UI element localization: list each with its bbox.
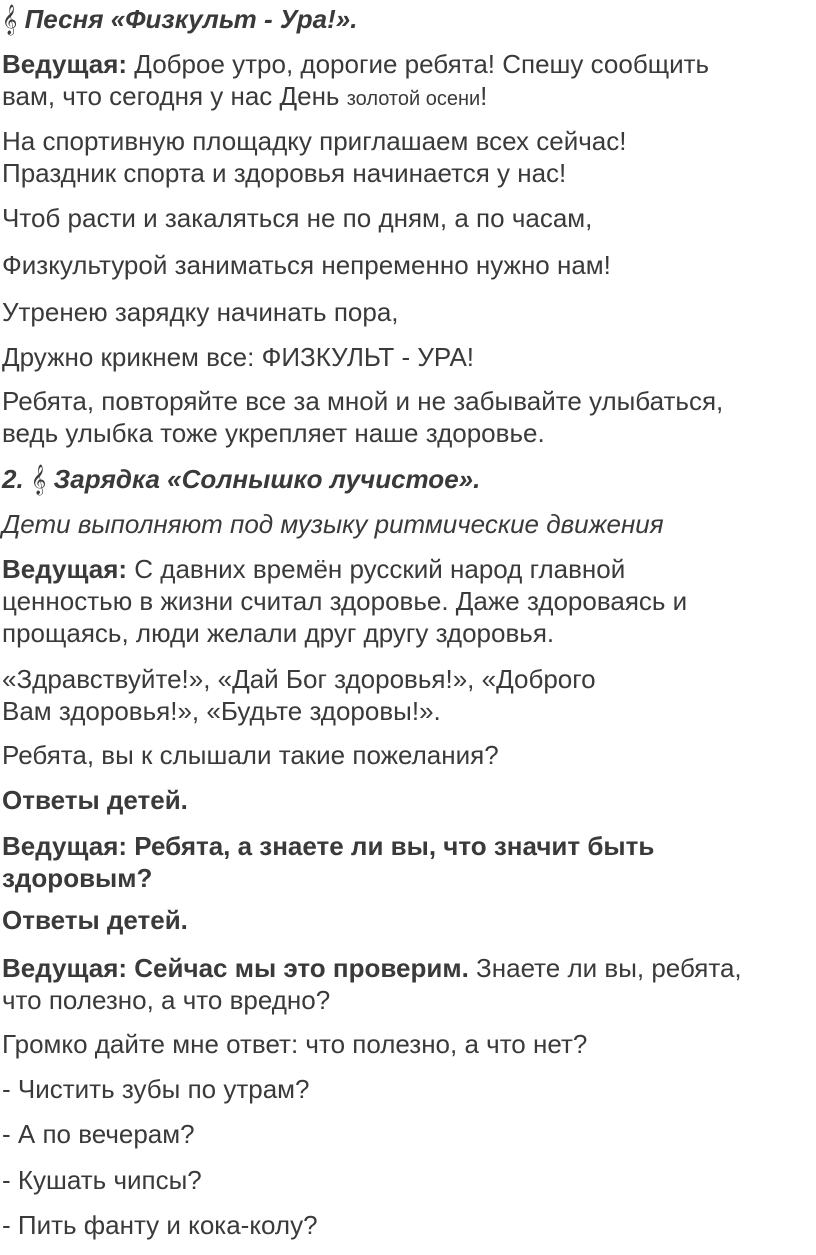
- paragraph-invitation: [2, 125, 812, 189]
- golden-autumn-text: золотой осени: [346, 88, 481, 110]
- paragraph-check: [2, 952, 812, 1016]
- tradition-line-3: прощаясь, люди желали друг другу здоровья.: [2, 618, 555, 648]
- paragraph-question: Ребята, вы к слышали такие пожелания?: [2, 740, 499, 770]
- song-heading: [2, 3, 812, 36]
- stage-direction: Дети выполняют под музыку ритмические движения: [2, 509, 664, 539]
- check-line-2: что полезно, а что вредно?: [2, 985, 331, 1015]
- list-item: - Кушать чипсы?: [2, 1165, 202, 1195]
- tradition-line-2: ценностью в жизни считал здоровье. Даже здороваясь и: [2, 586, 688, 616]
- list-item: - Чистить зубы по утрам?: [2, 1074, 310, 1104]
- exercise-number: 2.: [2, 464, 24, 494]
- speaker-label: Ведущая:: [2, 554, 128, 584]
- paragraph-verse-2: Физкультурой заниматься непременно нужно нам!: [2, 250, 611, 280]
- song-title: Песня «Физкульт - Ура!».: [24, 4, 358, 34]
- exercise-title: Зарядка «Солнышко лучистое».: [53, 464, 481, 494]
- treble-clef-icon: 𝄞: [30, 465, 47, 495]
- greeting-exclamation: !: [480, 81, 488, 111]
- tradition-line-1: С давних времён русский народ главной: [134, 554, 626, 584]
- speaker-label: Ведущая:: [2, 49, 128, 79]
- paragraph-tradition: [2, 553, 812, 649]
- paragraph-verse-1: Чтоб расти и закаляться не по дням, а по часам,: [2, 203, 593, 233]
- treble-clef-icon: 𝄞: [2, 5, 18, 35]
- invitation-line-2: Праздник спорта и здоровья начинается у нас!: [2, 158, 567, 188]
- smile-line-1: Ребята, повторяйте все за мной и не забывайте улыбаться,: [2, 386, 724, 416]
- list-item: - А по вечерам?: [2, 1119, 195, 1149]
- exercise-heading: [2, 463, 812, 496]
- check-text: Знаете ли вы, ребята,: [476, 953, 742, 983]
- paragraph-answer-prompt: Громко дайте мне ответ: что полезно, а что нет?: [2, 1029, 588, 1059]
- children-answers: Ответы детей.: [2, 785, 188, 815]
- healthy-question-line-1: Ведущая: Ребята, а знаете ли вы, что значит быть: [2, 831, 655, 861]
- healthy-question-line-2: здоровым?: [2, 863, 153, 893]
- paragraph-greeting: [2, 48, 812, 115]
- paragraph-smile: [2, 385, 812, 449]
- smile-line-2: ведь улыбка тоже укрепляет наше здоровье.: [2, 418, 545, 448]
- greeting-text: Доброе утро, дорогие ребята! Спешу сообщить: [134, 49, 710, 79]
- paragraph-verse-4: Дружно крикнем все: ФИЗКУЛЬТ - УРА!: [2, 342, 475, 372]
- wishes-line-1: «Здравствуйте!», «Дай Бог здоровья!», «Доброго: [2, 664, 596, 694]
- paragraph-healthy-question: [2, 830, 812, 894]
- check-bold-text: Ведущая: Сейчас мы это проверим.: [2, 953, 469, 983]
- greeting-text-line-2: вам, что сегодня у нас День: [2, 81, 347, 111]
- paragraph-verse-3: Утренею зарядку начинать пора,: [2, 297, 399, 327]
- wishes-line-2: Вам здоровья!», «Будьте здоровы!».: [2, 696, 441, 726]
- children-answers: Ответы детей.: [2, 905, 188, 935]
- paragraph-wishes: [2, 663, 812, 727]
- list-item: - Пить фанту и кока-колу?: [2, 1210, 318, 1240]
- invitation-line-1: На спортивную площадку приглашаем всех сейчас!: [2, 126, 627, 156]
